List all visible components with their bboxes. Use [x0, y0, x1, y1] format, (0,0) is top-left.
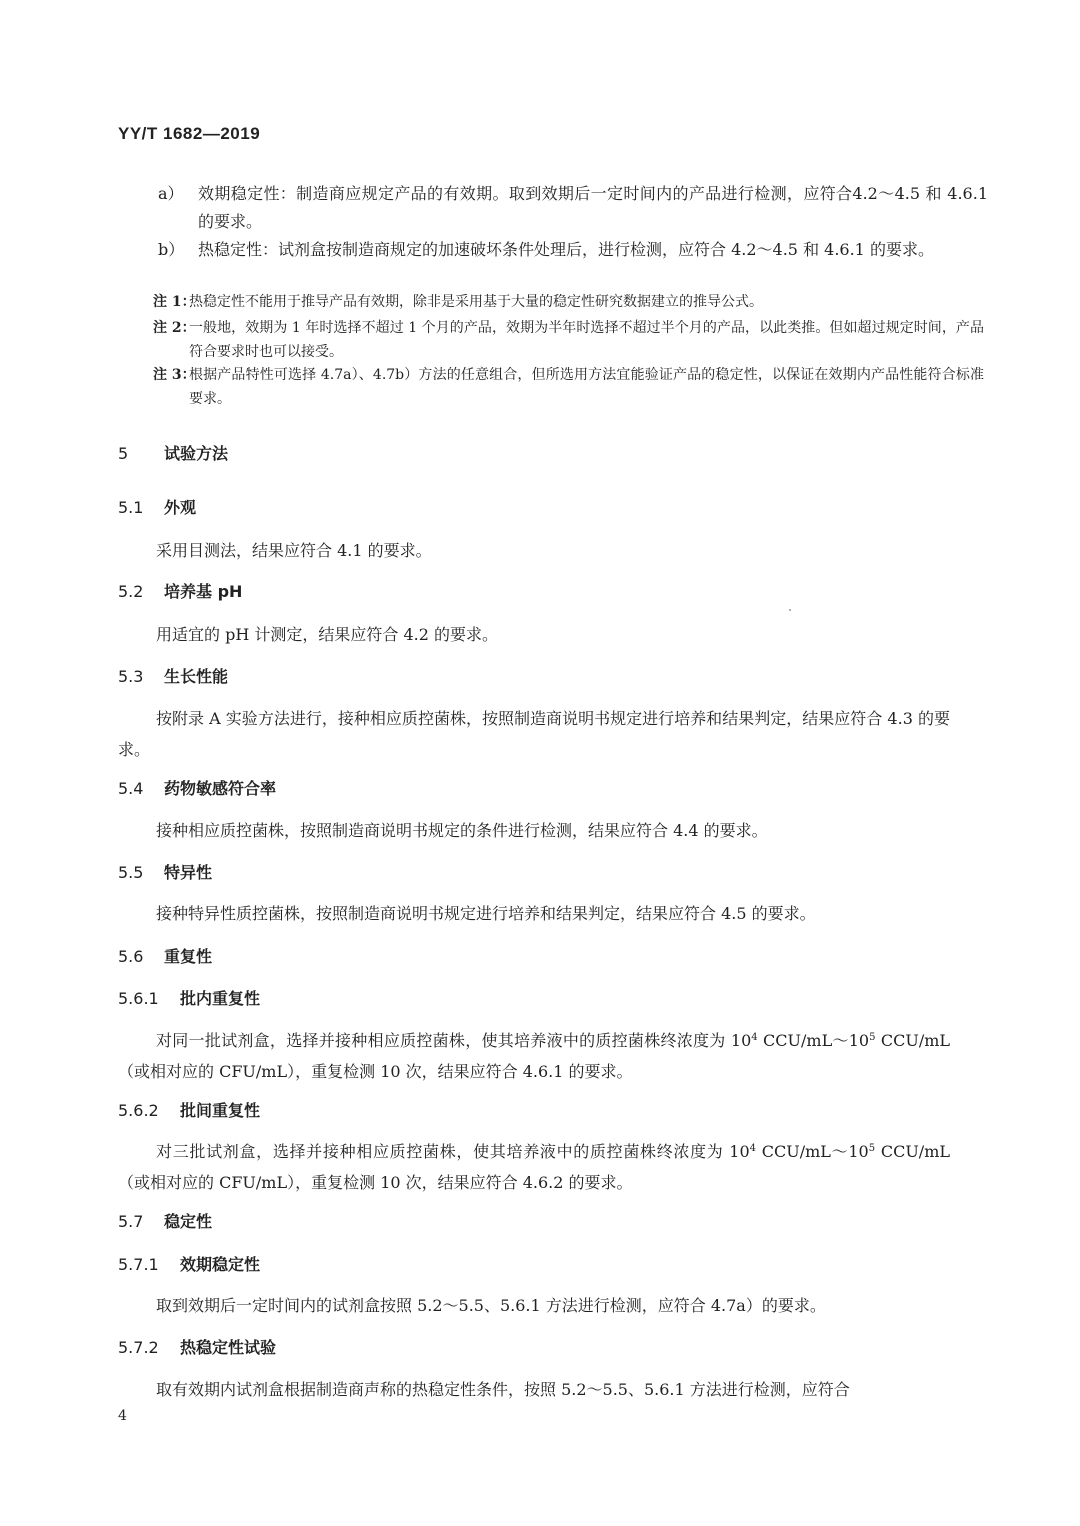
section-number: 5.4 — [118, 779, 144, 798]
page-number: 4 — [118, 1408, 127, 1424]
section-heading — [118, 441, 228, 464]
list-item-label: a） — [158, 184, 184, 203]
paragraph — [118, 703, 950, 765]
section-number: 5.7 — [118, 1212, 144, 1231]
section-number: 5 — [118, 444, 129, 463]
paragraph — [118, 815, 950, 846]
section-title: 试验方法 — [164, 444, 229, 463]
section-number: 5.1 — [118, 498, 144, 517]
section-number: 5.7.2 — [118, 1338, 159, 1357]
paragraph-text: 用适宜的 pH 计测定，结果应符合 4.2 的要求。 — [156, 625, 498, 644]
section-number: 5.2 — [118, 582, 144, 601]
section-title: 批间重复性 — [180, 1101, 261, 1120]
section-heading — [118, 1209, 212, 1232]
paragraph-text: 对同一批试剂盒，选择并接种相应质控菌株，使其培养液中的质控菌株终浓度为 10 — [156, 1031, 752, 1050]
section-heading — [118, 495, 196, 518]
paragraph-text: 取到效期后一定时间内的试剂盒按照 5.2～5.5、5.6.1 方法进行检测，应符合 4.7a）的要求。 — [156, 1296, 826, 1315]
note-label: 注 3： — [153, 367, 196, 383]
scan-speck — [789, 609, 791, 611]
section-heading — [118, 860, 212, 883]
list-item-text: 热稳定性：试剂盒按制造商规定的加速破坏条件处理后，进行检测，应符合 4.2～4.5 和 4.6.1 的要求。 — [198, 240, 934, 259]
section-heading — [118, 1252, 260, 1275]
paragraph — [118, 535, 950, 566]
paragraph — [118, 1136, 950, 1198]
section-title: 培养基 pH — [164, 582, 243, 601]
section-heading — [118, 986, 260, 1009]
section-title: 稳定性 — [164, 1212, 213, 1231]
exponent: 4 — [751, 1032, 758, 1043]
list-item — [158, 180, 988, 236]
paragraph — [118, 898, 950, 929]
note-text: 根据产品特性可选择 4.7a）、4.7b）方法的任意组合，但所选用方法宜能验证产品的稳定性，以保证在效期内产品性能符合标准要求。 — [189, 367, 984, 407]
section-number: 5.7.1 — [118, 1255, 159, 1274]
section-heading — [118, 776, 276, 799]
exponent: 5 — [868, 1143, 876, 1154]
note-text: 一般地，效期为 1 年时选择不超过 1 个月的产品，效期为半年时选择不超过半个月的产品，以此类推。但如超过规定时间，产品符合要求时也可以接受。 — [189, 320, 984, 360]
section-number: 5.5 — [118, 863, 144, 882]
section-number: 5.6.2 — [118, 1101, 159, 1120]
paragraph-text: 采用目测法，结果应符合 4.1 的要求。 — [156, 541, 432, 560]
paragraph — [118, 1290, 950, 1321]
section-number: 5.6.1 — [118, 989, 159, 1008]
paragraph-text: CCU/mL～10 — [756, 1142, 869, 1161]
standard-number: YY/T 1682—2019 — [118, 124, 261, 143]
section-title: 重复性 — [164, 947, 213, 966]
section-number: 5.3 — [118, 667, 144, 686]
paragraph-text: CCU/mL（或相对应的 CFU/mL），重复检测 10 次，结果应符合 4.6.2 的要求。 — [118, 1142, 950, 1192]
exponent: 5 — [869, 1032, 876, 1043]
section-title: 药物敏感符合率 — [164, 779, 277, 798]
paragraph — [118, 619, 950, 650]
section-title: 批内重复性 — [180, 989, 261, 1008]
paragraph-text: 接种相应质控菌株，按照制造商说明书规定的条件进行检测，结果应符合 4.4 的要求。 — [156, 821, 768, 840]
paragraph — [118, 1025, 950, 1087]
section-heading — [118, 579, 242, 602]
list-item — [158, 236, 988, 292]
section-title: 外观 — [164, 498, 197, 517]
section-heading — [118, 1098, 260, 1121]
section-heading — [118, 1335, 276, 1358]
paragraph-text: CCU/mL（或相对应的 CFU/mL），重复检测 10 次，结果应符合 4.6.1 的要求。 — [118, 1031, 950, 1081]
note-text: 热稳定性不能用于推导产品有效期，除非是采用基于大量的稳定性研究数据建立的推导公式。 — [189, 294, 763, 310]
paragraph — [118, 1374, 950, 1405]
note-label: 注 1： — [153, 294, 196, 310]
paragraph-text: 取有效期内试剂盒根据制造商声称的热稳定性条件，按照 5.2～5.5、5.6.1 方法进行检测，应符合 — [156, 1380, 850, 1399]
paragraph-text: CCU/mL～10 — [757, 1031, 870, 1050]
section-title: 效期稳定性 — [180, 1255, 261, 1274]
note-label: 注 2： — [153, 320, 196, 336]
list-item-label: b） — [158, 240, 185, 259]
paragraph-text: 对三批试剂盒，选择并接种相应质控菌株，使其培养液中的质控菌株终浓度为 10 — [156, 1142, 750, 1161]
section-title: 特异性 — [164, 863, 213, 882]
paragraph-text: 接种特异性质控菌株，按照制造商说明书规定进行培养和结果判定，结果应符合 4.5 的要求。 — [156, 904, 816, 923]
paragraph-text: 按附录 A 实验方法进行，接种相应质控菌株，按照制造商说明书规定进行培养和结果判定，结果应符合 4.3 的要求。 — [118, 709, 950, 759]
section-number: 5.6 — [118, 947, 144, 966]
section-heading — [118, 944, 212, 967]
exponent: 4 — [749, 1143, 756, 1154]
list-item-text: 效期稳定性：制造商应规定产品的有效期。取到效期后一定时间内的产品进行检测，应符合4.2～4.5 和 4.6.1 的要求。 — [198, 184, 988, 231]
section-title: 热稳定性试验 — [180, 1338, 277, 1357]
section-heading — [118, 664, 228, 687]
section-title: 生长性能 — [164, 667, 229, 686]
